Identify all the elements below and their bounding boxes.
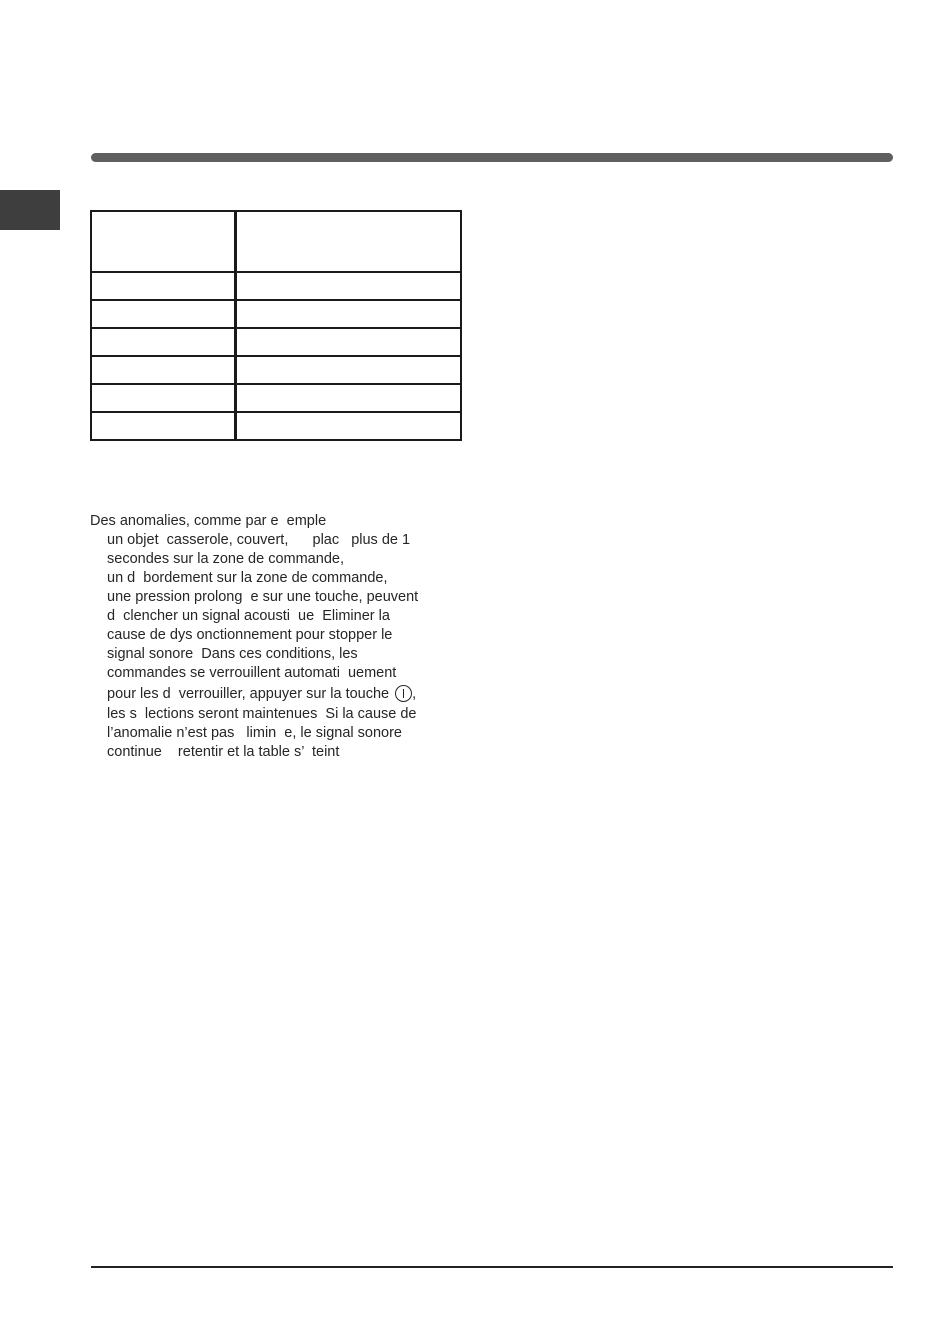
data-table xyxy=(90,210,462,441)
table-cell xyxy=(236,384,462,412)
notice-line: une pression prolong e sur une touche, peuvent xyxy=(107,589,419,605)
table-header-cell xyxy=(91,211,236,272)
table-cell xyxy=(91,300,236,328)
notice-line: continue retentir et la table s’ teint xyxy=(107,744,340,760)
notice-line: signal sonore Dans ces conditions, les xyxy=(107,646,358,662)
table-row xyxy=(91,300,461,328)
notice-intro: Des anomalies, comme par e emple xyxy=(90,513,327,529)
notice-line: cause de dys onctionnement pour stopper le xyxy=(107,627,393,643)
power-icon xyxy=(395,685,412,702)
notice-line: un objet casserole, couvert, plac plus de 1 xyxy=(107,532,411,548)
notice-line: les s lections seront maintenues Si la cause de xyxy=(107,706,417,722)
notice-line: secondes sur la zone de commande, xyxy=(107,551,344,567)
table-cell xyxy=(236,300,462,328)
table-cell xyxy=(91,384,236,412)
anomalies-notice xyxy=(90,512,450,762)
table-row xyxy=(91,272,461,300)
table-cell xyxy=(91,356,236,384)
notice-line: l’anomalie n’est pas limin e, le signal sonore xyxy=(107,725,402,741)
table-cell xyxy=(91,272,236,300)
notice-line: un d bordement sur la zone de commande, xyxy=(107,570,388,586)
notice-line: commandes se verrouillent automati uement xyxy=(107,665,397,681)
table-cell xyxy=(91,328,236,356)
table-row xyxy=(91,384,461,412)
header-rule xyxy=(91,153,893,162)
notice-unlock-text: pour les d verrouiller, appuyer sur la touche xyxy=(107,686,390,702)
notice-line: d clencher un signal acousti ue Eliminer la xyxy=(107,608,390,624)
notice-unlock-line xyxy=(90,683,450,705)
table-header-row xyxy=(91,211,461,272)
language-tab xyxy=(0,190,60,230)
table-cell xyxy=(236,272,462,300)
table-cell xyxy=(91,412,236,440)
table-row xyxy=(91,356,461,384)
table-cell xyxy=(236,412,462,440)
notice-unlock-suffix: , xyxy=(412,686,417,702)
table-cell xyxy=(236,328,462,356)
footer-rule xyxy=(91,1266,893,1268)
table-row xyxy=(91,412,461,440)
table-cell xyxy=(236,356,462,384)
table-row xyxy=(91,328,461,356)
table-header-cell xyxy=(236,211,462,272)
